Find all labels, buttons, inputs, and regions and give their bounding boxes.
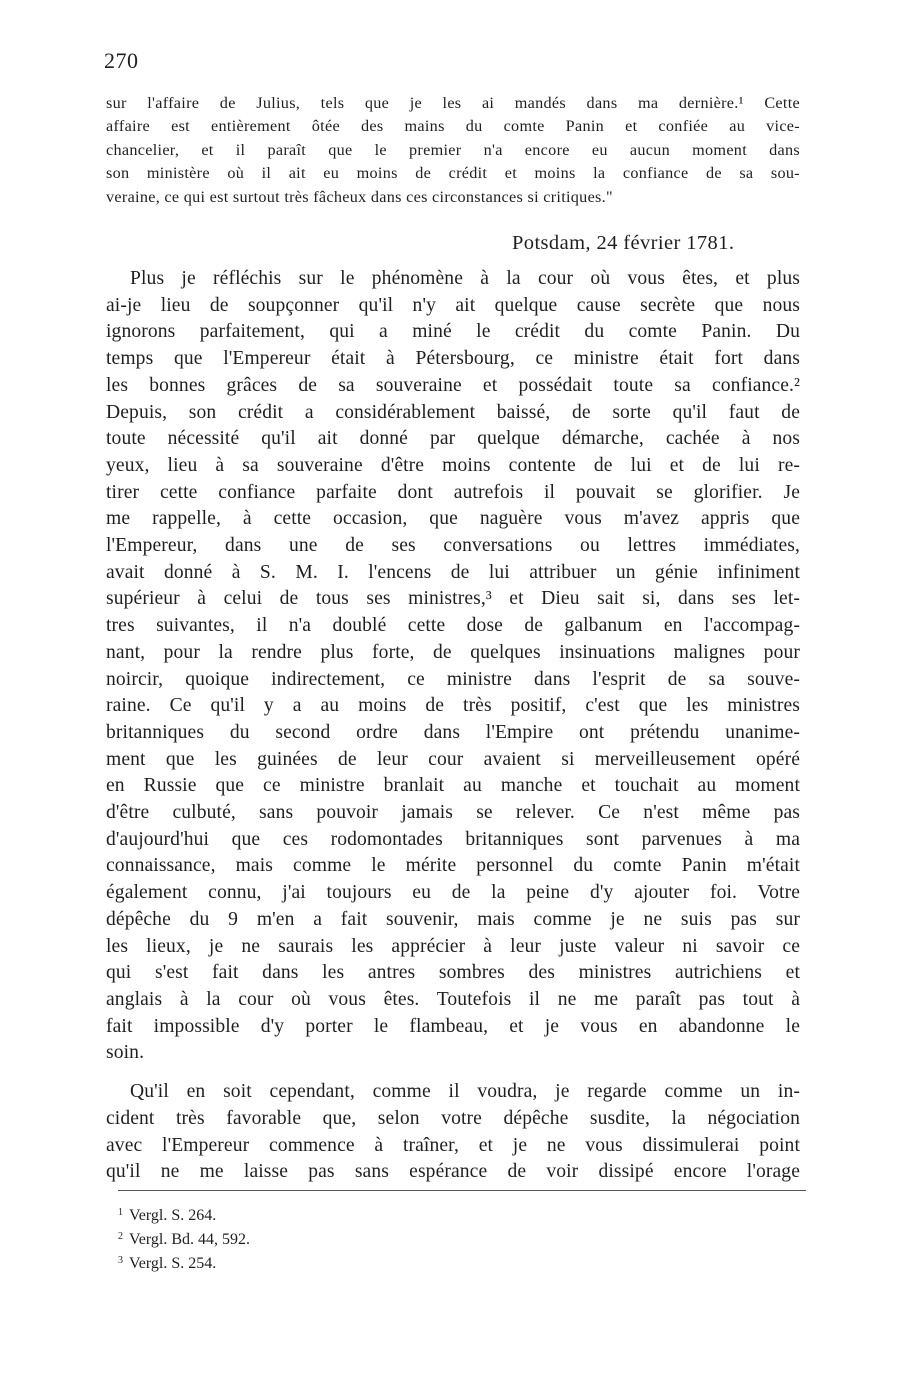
- letter-body: [106, 266, 800, 1186]
- footnote-mark: 1: [118, 1207, 123, 1218]
- body-line: Depuis, son crédit a considérablement baissé, de sorte qu'il faut de: [106, 401, 800, 423]
- body-line: raine. Ce qu'il y a au moins de très positif, c'est que les ministres: [106, 695, 800, 717]
- body-line: d'être culbuté, sans pouvoir jamais se relever. Ce n'est même pas: [106, 802, 800, 824]
- body-line: les bonnes grâces de sa souveraine et possédait toute sa confiance.²: [106, 374, 800, 396]
- footnotes: [118, 1202, 250, 1274]
- body-line: ignorons parfaitement, qui a miné le crédit du comte Panin. Du: [106, 321, 800, 343]
- footnote: [118, 1250, 250, 1274]
- body-line: supérieur à celui de tous ses ministres,³ et Dieu sait si, dans ses let-: [106, 588, 800, 610]
- body-line: anglais à la cour où vous êtes. Toutefois il ne me paraît pas tout à: [106, 988, 800, 1010]
- body-line: connaissance, mais comme le mérite personnel du comte Panin m'était: [106, 855, 800, 877]
- body-line: temps que l'Empereur était à Pétersbourg, ce ministre était fort dans: [106, 348, 800, 370]
- footnote-mark: 2: [118, 1231, 123, 1242]
- footnote-text: Vergl. Bd. 44, 592.: [129, 1231, 251, 1248]
- body-line: les lieux, je ne saurais les apprécier à leur juste valeur ni savoir ce: [106, 935, 800, 957]
- body-line: yeux, lieu à sa souveraine d'être moins contente de lui et de lui re-: [106, 454, 800, 476]
- body-line: qui s'est fait dans les antres sombres des ministres autrichiens et: [106, 962, 800, 984]
- body-line: tirer cette confiance parfaite dont autrefois il pouvait se glorifier. Je: [106, 481, 800, 503]
- body-line: britanniques du second ordre dans l'Empire ont prétendu unanime-: [106, 721, 800, 743]
- body-line: soin.: [106, 1042, 145, 1064]
- quote-line: chancelier, et il paraît que le premier n'a encore eu aucun moment dans: [106, 140, 800, 159]
- paragraph-break: [106, 1067, 800, 1079]
- body-line: avait donné à S. M. I. l'encens de lui attribuer un génie infiniment: [106, 561, 800, 583]
- footnote: [118, 1202, 250, 1226]
- quoted-letter-excerpt: [106, 92, 800, 209]
- quote-line: affaire est entièrement ôtée des mains du comte Panin et confiée au vice-: [106, 117, 800, 136]
- body-line: Qu'il en soit cependant, comme il voudra, je regarde comme un in-: [130, 1081, 800, 1103]
- body-line: également connu, j'ai toujours eu de la peine d'y ajouter foi. Votre: [106, 882, 800, 904]
- footnote-divider: [118, 1190, 806, 1191]
- body-line: fait impossible d'y porter le flambeau, et je vous en abandonne le: [106, 1015, 800, 1037]
- footnote-text: Vergl. S. 264.: [129, 1207, 217, 1224]
- body-line: dépêche du 9 m'en a fait souvenir, mais comme je ne suis pas sur: [106, 908, 800, 930]
- footnote-mark: 3: [118, 1255, 123, 1266]
- quote-line: son ministère où il ait eu moins de crédit et moins la confiance de sa sou-: [106, 164, 800, 183]
- body-line: noircir, quoique indirectement, ce ministre dans l'esprit de sa souve-: [106, 668, 800, 690]
- body-line: l'Empereur, dans une de ses conversations ou lettres immédiates,: [106, 535, 800, 557]
- body-line: avec l'Empereur commence à traîner, et je ne vous dissimulerai point: [106, 1134, 800, 1156]
- body-line: en Russie que ce ministre branlait au manche et touchait au moment: [106, 775, 800, 797]
- body-line: qu'il ne me laisse pas sans espérance de voir dissipé encore l'orage: [106, 1161, 800, 1183]
- body-line: cident très favorable que, selon votre dépêche susdite, la négociation: [106, 1107, 800, 1129]
- footnote-text: Vergl. S. 254.: [129, 1255, 217, 1272]
- body-line: tres suivantes, il n'a doublé cette dose de galbanum en l'accompag-: [106, 615, 800, 637]
- body-line: d'aujourd'hui que ces rodomontades britanniques sont parvenues à ma: [106, 828, 800, 850]
- body-line: toute nécessité qu'il ait donné par quelque démarche, cachée à nos: [106, 428, 800, 450]
- body-line: me rappelle, à cette occasion, que naguère vous m'avez appris que: [106, 508, 800, 530]
- body-line: nant, pour la rendre plus forte, de quelques insinuations malignes pour: [106, 641, 800, 663]
- letter-dateline: Potsdam, 24 février 1781.: [512, 232, 735, 254]
- body-line: Plus je réfléchis sur le phénomène à la cour où vous êtes, et plus: [130, 268, 800, 289]
- page-number: 270: [104, 48, 139, 73]
- body-line: ai-je lieu de soupçonner qu'il n'y ait quelque cause secrète que nous: [106, 294, 800, 316]
- quote-line: veraine, ce qui est surtout très fâcheux dans ces circonstances si critiques.": [106, 187, 613, 206]
- quote-line: sur l'affaire de Julius, tels que je les ai mandés dans ma dernière.¹ Cette: [106, 94, 800, 112]
- body-line: ment que les guinées de leur cour avaient si merveilleusement opéré: [106, 748, 800, 770]
- footnote: [118, 1226, 250, 1250]
